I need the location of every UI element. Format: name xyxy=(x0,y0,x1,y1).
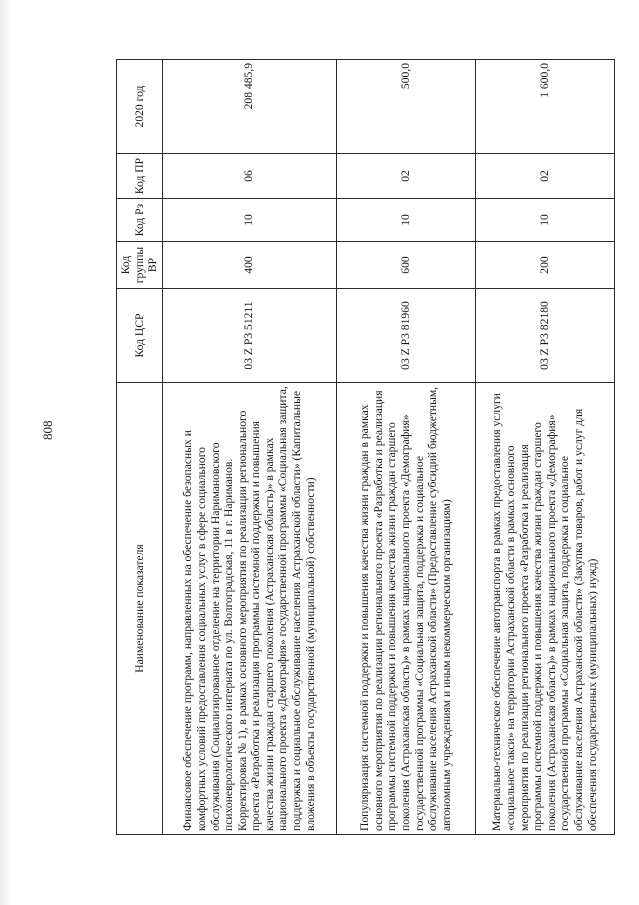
row-pr-code: 02 xyxy=(475,154,614,199)
page-number: 808 xyxy=(40,420,55,440)
row-amount: 500,0 xyxy=(336,60,475,154)
header-csr: Код ЦСР xyxy=(117,289,163,383)
row-rz-code: 10 xyxy=(162,199,336,242)
row-amount: 1 600,0 xyxy=(475,60,614,154)
scan-edge xyxy=(0,0,9,905)
row-name: Финансовое обеспечение программ, направленных на обеспечение безопасных и комфортных условий предоставления социальных услуг в сфере социального обслуживания (Социализированное отделение на территории Наримановского психоневрологического интерната по ул. Волгоградская, 11 в г. Нариманов. Корректировка № 1), в рамках основного мероприятия по реализации регионального проекта «Разработка и реализация программы системной поддержки и повышения качества жизни граждан старшего поколения (Астраханская область)» в рамках национального проекта «Демография» государственной программы «Социальная защита, поддержка и социальное обслуживание населения Астраханской области» (Капитальные вложения в объекты государственной (муниципальной) собственности) xyxy=(162,383,336,835)
table-header-row xyxy=(117,60,163,835)
header-year: 2020 год xyxy=(117,60,163,154)
header-vr: Код группы ВР xyxy=(117,242,163,289)
row-name: Популяризация системной поддержки и повышения качества жизни граждан в рамках основного мероприятия по реализации регионального проекта «Разработка и реализация программы системной поддержки и повышения качества жизни граждан старшего поколения (Астраханская область)» в рамках национального проекта «Демография» государственной программы «Социальная защита, поддержка и социальное обслуживание населения Астраханской области» (Предоставление субсидий бюджетным, автономным учреждениям и иным некоммерческим организациям) xyxy=(336,383,475,835)
row-rz-code: 10 xyxy=(336,199,475,242)
row-vr-code: 600 xyxy=(336,242,475,289)
table-row xyxy=(475,60,614,835)
row-csr-code: 03 Z P3 51211 xyxy=(162,289,336,383)
table-row xyxy=(336,60,475,835)
row-csr-code: 03 Z P3 82180 xyxy=(475,289,614,383)
header-pr: Код ПР xyxy=(117,154,163,199)
row-vr-code: 400 xyxy=(162,242,336,289)
budget-table xyxy=(116,59,615,835)
row-vr-code: 200 xyxy=(475,242,614,289)
row-pr-code: 06 xyxy=(162,154,336,199)
header-name: Наименование показателя xyxy=(117,383,163,835)
row-pr-code: 02 xyxy=(336,154,475,199)
row-csr-code: 03 Z P3 81960 xyxy=(336,289,475,383)
row-amount: 208 485,9 xyxy=(162,60,336,154)
rotated-table-container xyxy=(116,60,605,835)
row-rz-code: 10 xyxy=(475,199,614,242)
header-rz: Код Рз xyxy=(117,199,163,242)
table-row xyxy=(162,60,336,835)
row-name: Материально-техническое обеспечение автотранспорта в рамках предоставления услуги «социальное такси» на территории Астраханской области в рамках основного мероприятия по реализации регионального проекта «Разработка и реализация программы системной поддержки и повышения качества жизни граждан старшего поколения (Астраханская область)» в рамках национального проекта «Демография» государственной программы «Социальная защита, поддержка и социальное обслуживание населения Астраханской области» (Закупка товаров, работ и услуг для обеспечения государственных (муниципальных) нужд) xyxy=(475,383,614,835)
